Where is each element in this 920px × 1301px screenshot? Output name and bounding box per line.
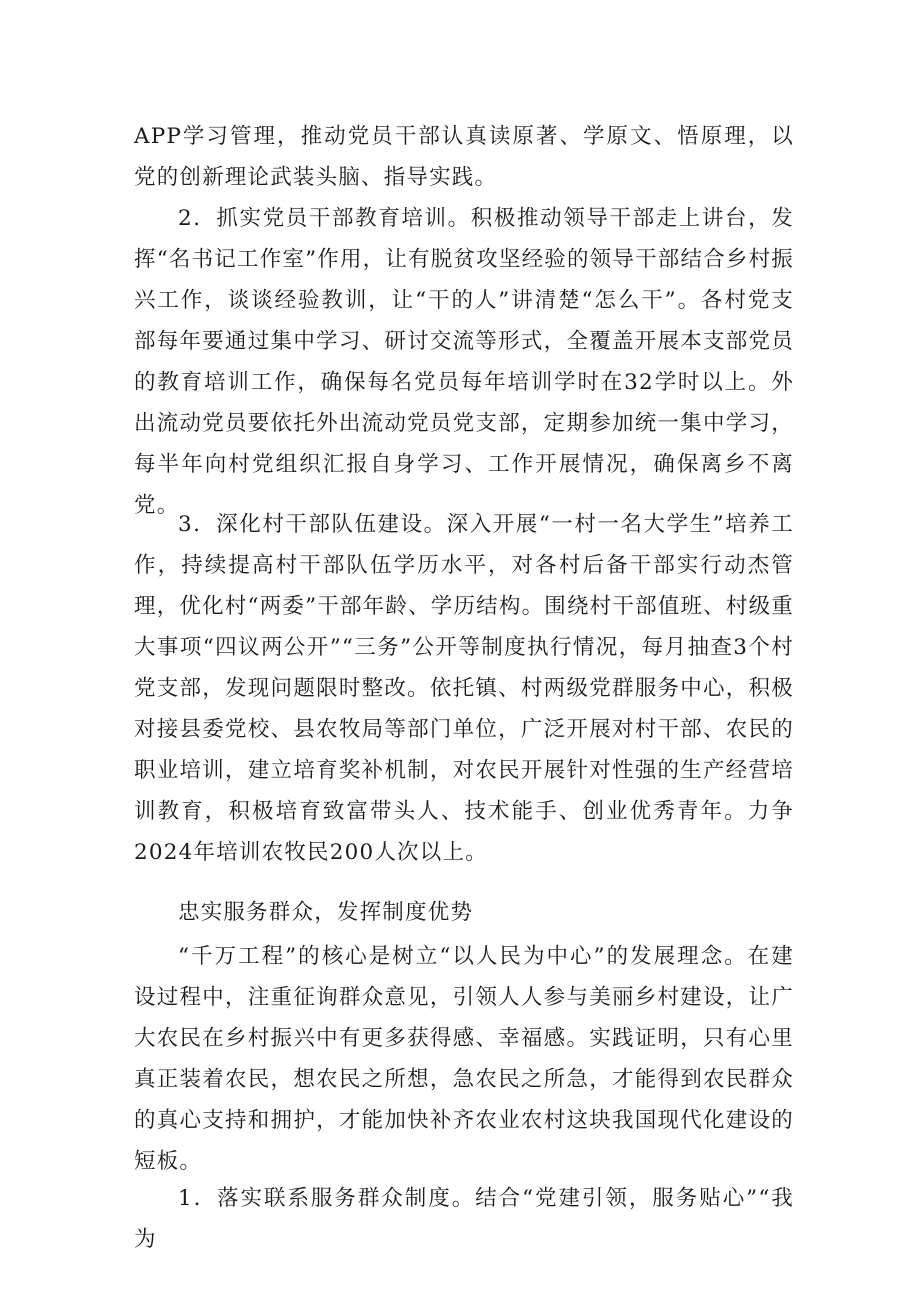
paragraph-item-2-training: 2．抓实党员干部教育培训。积极推动领导干部走上讲台，发挥“名书记工作室”作用，让有脱贫攻坚经验的领导干部结合乡村振兴工作，谈谈经验教训，让“干的人”讲清楚“怎么干”。各村党支部每年要通过集中学习、研讨交流等形式，全覆盖开展本支部党员的教育培训工作，确保每名党员每年培训学时在32学时以上。外出流动党员要依托外出流动党员党支部，定期参加统一集中学习，每半年向村党组织汇报自身学习、工作开展情况，确保离乡不离党。 bbox=[134, 206, 794, 518]
paragraph-app-study: APP学习管理，推动党员干部认真读原著、学原文、悟原理，以党的创新理论武装头脑、指导实践。 bbox=[134, 124, 794, 190]
paragraph-item-1-contact-service: 1．落实联系服务群众制度。结合“党建引领，服务贴心”“我为 bbox=[134, 1186, 794, 1252]
section-heading: 忠实服务群众，发挥制度优势 bbox=[178, 900, 474, 925]
paragraph-qianwan-project: “千万工程”的核心是树立“以人民为中心”的发展理念。在建设过程中，注重征询群众意见，引领人人参与美丽乡村建设，让广大农民在乡村振兴中有更多获得感、幸福感。实践证明，只有心里真正装着农民，想农民之所想，急农民之所急，才能得到农民群众的真心支持和拥护，才能加快补齐农业农村这块我国现代化建设的短板。 bbox=[134, 944, 794, 1174]
paragraph-item-3-village-cadres: 3．深化村干部队伍建设。深入开展“一村一名大学生”培养工作，持续提高村干部队伍学历水平，对各村后备干部实行动杰管理，优化村“两委”干部年龄、学历结构。围绕村干部值班、村级重大事项“四议两公开”“三务”公开等制度执行情况，每月抽查3个村党支部，发现问题限时整改。依托镇、村两级党群服务中心，积极对接县委党校、县农牧局等部门单位，广泛开展对村干部、农民的职业培训，建立培育奖补机制，对农民开展针对性强的生产经营培训教育，积极培育致富带头人、技术能手、创业优秀青年。力争2024年培训农牧民200人次以上。 bbox=[134, 512, 794, 865]
